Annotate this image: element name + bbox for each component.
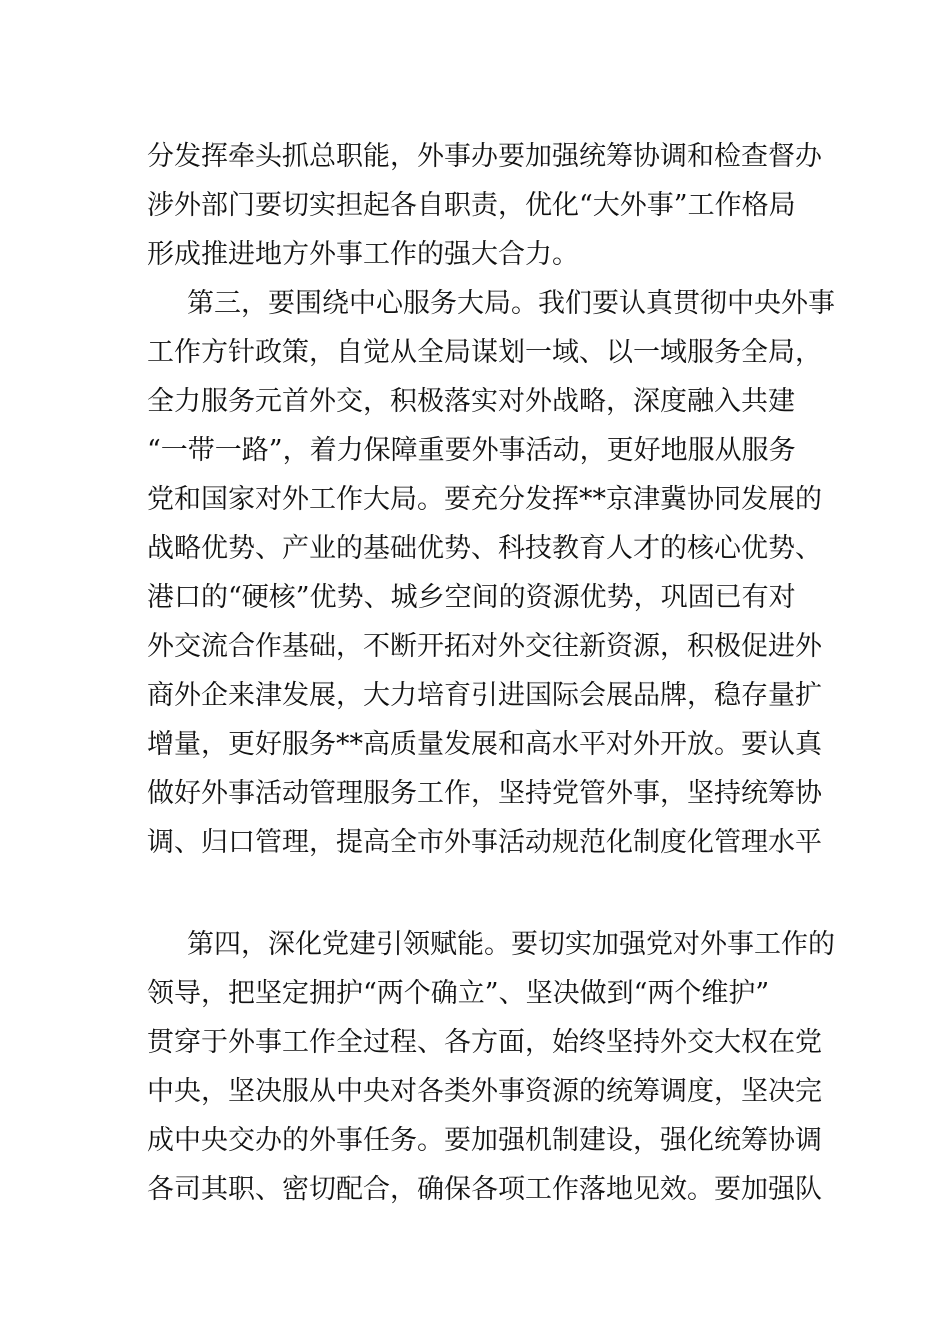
text-line: 贯穿于外事工作全过程、各方面，始终坚持外交大权在党 (147, 1027, 822, 1058)
text-line: 增量，更好服务**高质量发展和高水平对外开放。要认真 (147, 729, 822, 760)
text-line: 涉外部门要切实担起各自职责，优化“大外事”工作格局 (147, 190, 796, 221)
text-line: 中央，坚决服从中央对各类外事资源的统筹调度，坚决完 (147, 1076, 822, 1107)
text-line: 领导，把坚定拥护“两个确立”、坚决做到“两个维护” (147, 978, 770, 1009)
text-line: 各司其职、密切配合，确保各项工作落地见效。要加强队 (147, 1174, 822, 1205)
text-line: 成中央交办的外事任务。要加强机制建设，强化统筹协调 (147, 1125, 822, 1156)
text-line: 港口的“硬核”优势、城乡空间的资源优势，巩固已有对 (147, 582, 796, 613)
text-line: 战略优势、产业的基础优势、科技教育人才的核心优势、 (147, 533, 822, 564)
text-line: 商外企来津发展，大力培育引进国际会展品牌，稳存量扩 (147, 680, 822, 711)
text-line: 做好外事活动管理服务工作，坚持党管外事，坚持统筹协 (147, 778, 822, 809)
text-line: 形成推进地方外事工作的强大合力。 (147, 239, 579, 270)
text-line: 党和国家对外工作大局。要充分发挥**京津冀协同发展的 (147, 484, 822, 515)
paragraph-three-start: 第三，要围绕中心服务大局。我们要认真贯彻中央外事 (187, 288, 835, 319)
text-line: 分发挥牵头抓总职能，外事办要加强统筹协调和检查督办 (147, 141, 822, 172)
text-line: 外交流合作基础，不断开拓对外交往新资源，积极促进外 (147, 631, 822, 662)
text-line: 调、归口管理，提高全市外事活动规范化制度化管理水平 (147, 827, 822, 858)
paragraph-four-start: 第四，深化党建引领赋能。要切实加强党对外事工作的 (187, 929, 835, 960)
text-line: “一带一路”，着力保障重要外事活动，更好地服从服务 (147, 435, 796, 466)
text-line: 全力服务元首外交，积极落实对外战略，深度融入共建 (147, 386, 795, 417)
text-line: 工作方针政策，自觉从全局谋划一域、以一域服务全局， (147, 337, 822, 368)
